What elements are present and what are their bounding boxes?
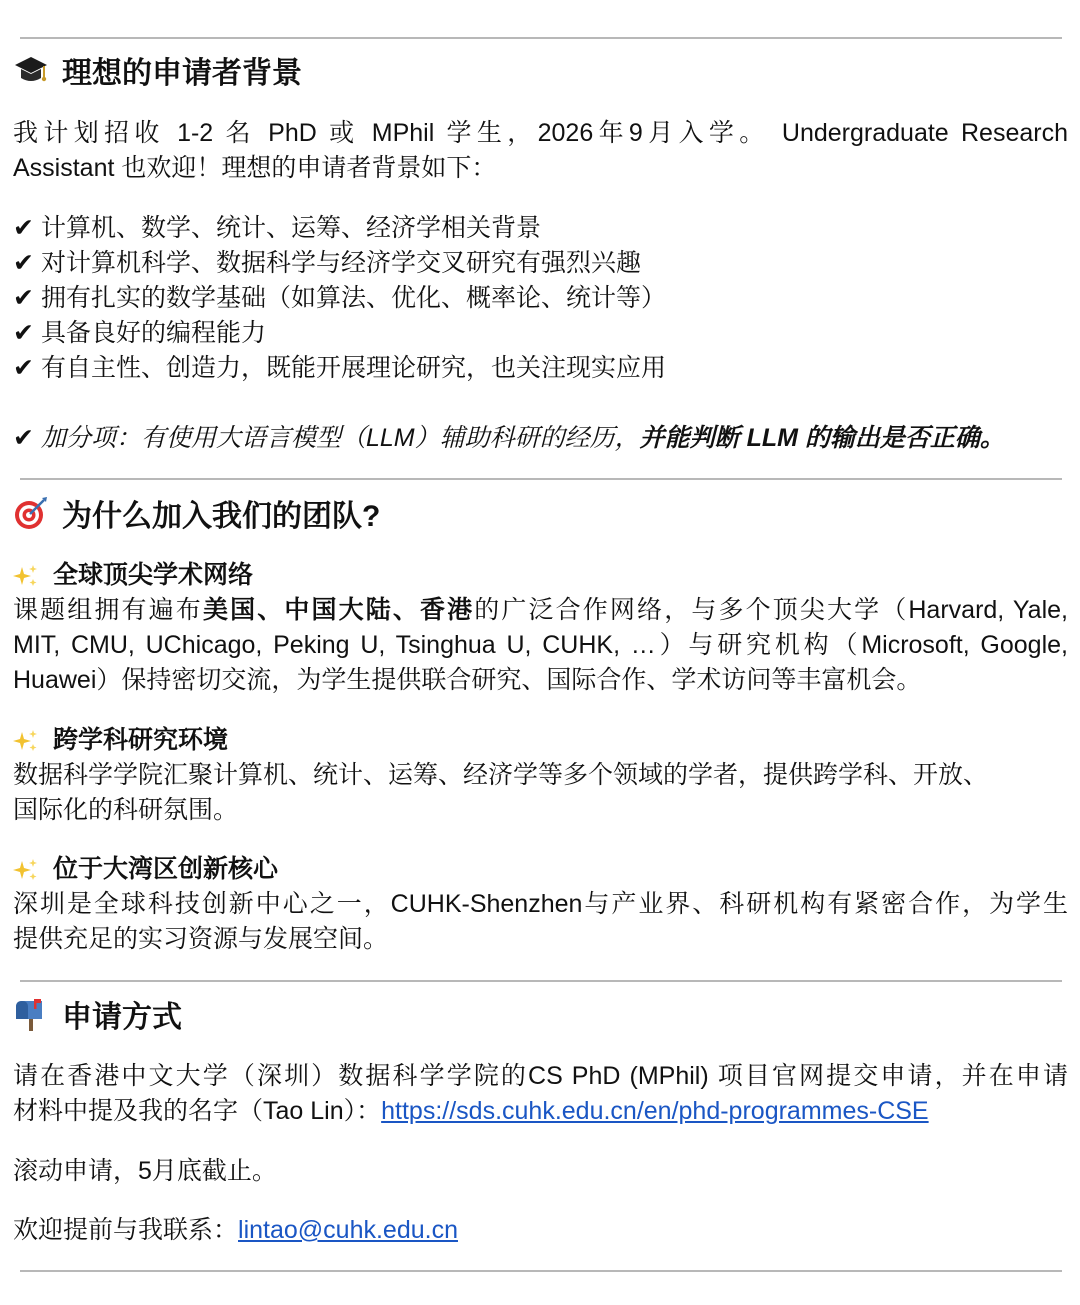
divider-section2: [20, 478, 1062, 480]
contact-email-link[interactable]: lintao@cuhk.edu.cn: [238, 1216, 458, 1244]
feature-title: [13, 852, 278, 887]
divider-section3: [20, 980, 1062, 982]
list-item-text: 有自主性、创造力，既能开展理论研究，也关注现实应用: [41, 354, 667, 382]
graduation-cap-icon: [12, 51, 50, 89]
list-item-text: 具备良好的编程能力: [41, 319, 267, 347]
check-mark-icon: ✔: [13, 249, 34, 277]
feature-desc-emphasis: 美国、中国大陆、香港: [202, 596, 475, 624]
list-item: [13, 351, 1068, 386]
list-item-text: 对计算机科学、数据科学与经济学交叉研究有强烈兴趣: [41, 249, 642, 277]
bonus-emphasis: 并能判断 LLM 的输出是否正确。: [639, 424, 1005, 452]
check-mark-icon: ✔: [13, 284, 34, 312]
intro-line: 我计划招收 1-2 名 PhD 或 MPhil 学生，2026年9月入学。 Undergraduate Research: [13, 119, 1068, 147]
sparkles-icon: [13, 857, 39, 883]
sparkles-icon: [13, 728, 39, 754]
feature-title-text: 跨学科研究环境: [53, 726, 229, 754]
section-heading-why-join: [12, 492, 380, 534]
divider-bottom: [20, 1270, 1062, 1272]
divider-top: [20, 37, 1062, 39]
deadline-text: 滚动申请，5月底截止。: [13, 1157, 277, 1185]
feature-desc-line: 提供充足的实习资源与发展空间。: [13, 925, 389, 953]
list-item: [13, 281, 1068, 316]
check-mark-icon: ✔: [13, 354, 34, 382]
list-item: [13, 316, 1068, 351]
apply-instructions-text: 材料中提及我的名字（Tao Lin）：: [13, 1097, 382, 1125]
section-heading-background: [12, 49, 302, 91]
feature-desc-text: 课题组拥有遍布: [13, 596, 203, 624]
list-item-text: 拥有扎实的数学基础（如算法、优化、概率论、统计等）: [41, 284, 667, 312]
feature-title-text: 位于大湾区创新核心: [53, 855, 279, 883]
feature-title-text: 全球顶尖学术网络: [53, 561, 254, 589]
apply-instructions-line: 请在香港中文大学（深圳）数据科学学院的CS PhD (MPhil) 项目官网提交申请，并在申请: [13, 1062, 1068, 1090]
feature-desc-line: [13, 593, 1068, 628]
dart-target-icon: [12, 494, 50, 532]
feature-desc-line: 深圳是全球科技创新中心之一，CUHK-Shenzhen与产业界、科研机构有紧密合作，为学生: [13, 890, 1068, 918]
apply-instructions-line: [13, 1094, 1068, 1129]
section-title: 申请方式: [62, 1001, 182, 1034]
sparkles-icon: [13, 563, 39, 589]
feature-desc-line: 数据科学学院汇聚计算机、统计、运筹、经济学等多个领域的学者，提供跨学科、开放、: [13, 761, 989, 789]
mailbox-icon: [12, 995, 50, 1033]
section-heading-apply: [12, 993, 182, 1035]
apply-link[interactable]: https://sds.cuhk.edu.cn/en/phd-programmes-CSE: [381, 1097, 929, 1125]
bonus-text: 加分项：有使用大语言模型（LLM）辅助科研的经历，: [41, 424, 640, 452]
list-item: [13, 211, 1068, 246]
check-mark-icon: ✔: [13, 214, 34, 242]
feature-desc-line: MIT, CMU, UChicago, Peking U, Tsinghua U, CUHK, …）与研究机构（Microsoft, Google,: [13, 631, 1068, 659]
requirements-list: [13, 211, 1068, 386]
section-title: 理想的申请者背景: [62, 57, 302, 90]
feature-desc-line: 国际化的科研氛围。: [13, 796, 239, 824]
intro-line: Assistant 也欢迎！理想的申请者背景如下：: [13, 154, 497, 182]
list-item: [13, 246, 1068, 281]
check-mark-icon: ✔: [13, 319, 34, 347]
feature-title: [13, 723, 228, 758]
contact-text: 欢迎提前与我联系：: [13, 1216, 239, 1244]
bonus-item: [13, 421, 1068, 456]
feature-title: [13, 558, 253, 593]
feature-desc-text: 的广泛合作网络，与多个顶尖大学（Harvard, Yale,: [474, 596, 1068, 624]
section-title: 为什么加入我们的团队?: [62, 500, 381, 533]
contact-line: [13, 1213, 1068, 1248]
check-mark-icon: ✔: [13, 424, 34, 452]
feature-desc-line: Huawei）保持密切交流，为学生提供联合研究、国际合作、学术访问等丰富机会。: [13, 666, 922, 694]
list-item-text: 计算机、数学、统计、运筹、经济学相关背景: [41, 214, 542, 242]
